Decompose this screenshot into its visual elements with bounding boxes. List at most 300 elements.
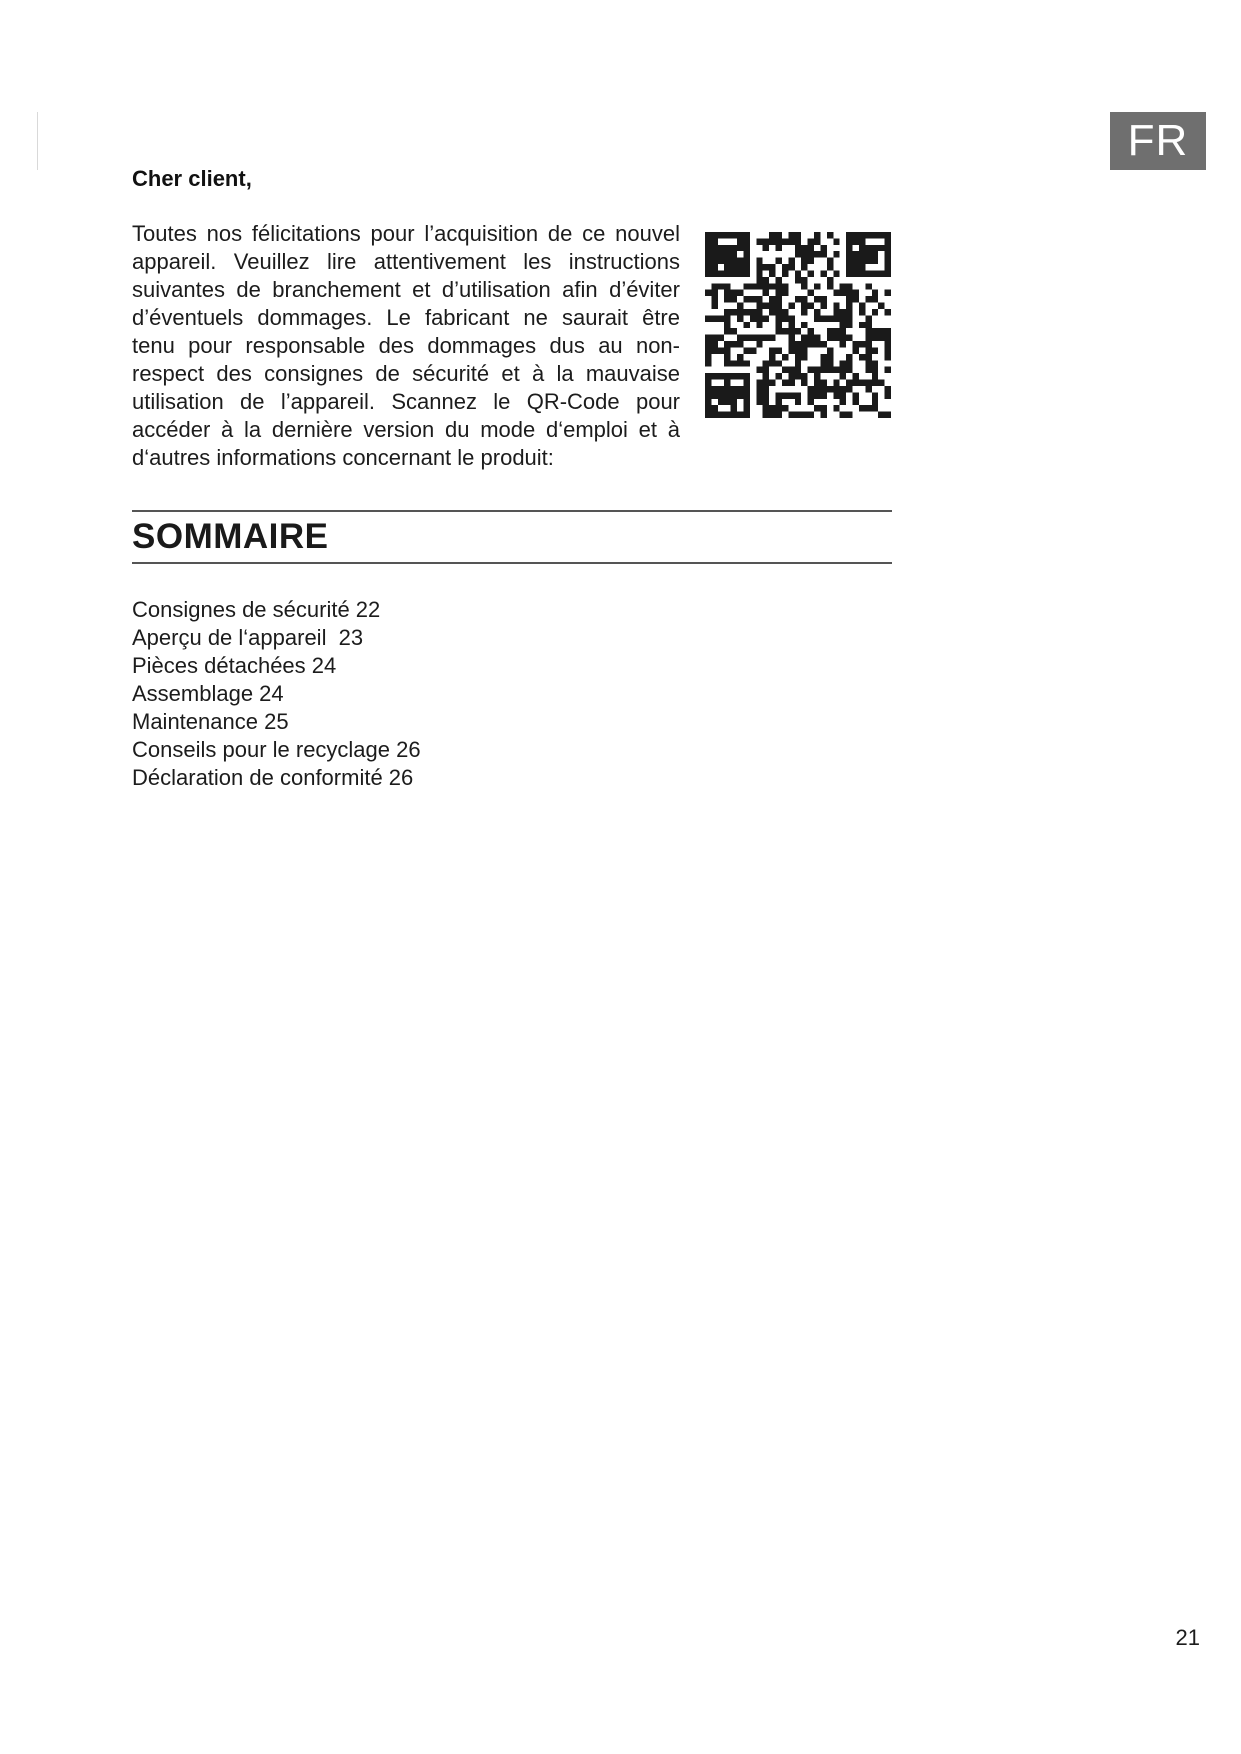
qr-module xyxy=(718,412,724,418)
qr-module xyxy=(801,380,807,386)
qr-module xyxy=(718,347,724,353)
qr-module xyxy=(853,251,859,257)
toc-item[interactable]: Conseils pour le recyclage 26 xyxy=(132,737,421,762)
qr-module xyxy=(705,341,711,347)
qr-module xyxy=(763,290,769,296)
qr-module xyxy=(711,335,717,341)
qr-module xyxy=(846,360,852,366)
qr-module xyxy=(865,283,871,289)
qr-module xyxy=(853,270,859,276)
qr-module xyxy=(808,258,814,264)
qr-module xyxy=(788,315,794,321)
qr-module xyxy=(769,347,775,353)
qr-module xyxy=(820,303,826,309)
qr-module xyxy=(885,341,891,347)
qr-module xyxy=(846,258,852,264)
qr-module xyxy=(814,367,820,373)
qr-module xyxy=(788,232,794,238)
qr-module xyxy=(718,386,724,392)
qr-module xyxy=(743,296,749,302)
qr-module xyxy=(885,245,891,251)
qr-module xyxy=(801,373,807,379)
qr-module xyxy=(814,283,820,289)
qr-module xyxy=(795,238,801,244)
qr-module xyxy=(776,315,782,321)
toc-item[interactable]: Aperçu de l‘appareil 23 xyxy=(132,625,364,650)
qr-module xyxy=(776,238,782,244)
qr-module xyxy=(776,373,782,379)
qr-module xyxy=(833,270,839,276)
qr-module xyxy=(763,412,769,418)
qr-module xyxy=(885,412,891,418)
qr-module xyxy=(743,360,749,366)
qr-module xyxy=(795,232,801,238)
qr-module xyxy=(833,367,839,373)
qr-module xyxy=(705,360,711,366)
qr-module xyxy=(756,380,762,386)
qr-module xyxy=(820,296,826,302)
qr-module xyxy=(885,270,891,276)
qr-module xyxy=(718,258,724,264)
qr-module xyxy=(885,258,891,264)
language-badge: FR xyxy=(1110,112,1206,170)
qr-module xyxy=(776,412,782,418)
qr-module xyxy=(840,315,846,321)
qr-module xyxy=(827,283,833,289)
qr-module xyxy=(840,392,846,398)
qr-module xyxy=(782,328,788,334)
qr-module xyxy=(776,399,782,405)
qr-module xyxy=(705,232,711,238)
qr-module xyxy=(711,290,717,296)
qr-module xyxy=(756,367,762,373)
qr-module xyxy=(705,373,711,379)
table-of-contents xyxy=(132,596,421,792)
qr-module xyxy=(750,309,756,315)
qr-module xyxy=(846,270,852,276)
qr-module xyxy=(814,232,820,238)
qr-module xyxy=(718,283,724,289)
qr-module xyxy=(705,354,711,360)
qr-module xyxy=(878,412,884,418)
qr-module xyxy=(808,290,814,296)
qr-module xyxy=(769,270,775,276)
page-edge-mark xyxy=(37,112,38,170)
qr-module xyxy=(705,251,711,257)
qr-module xyxy=(801,264,807,270)
qr-module xyxy=(788,258,794,264)
page-number: 21 xyxy=(1175,1625,1200,1650)
qr-module xyxy=(724,380,730,386)
qr-module xyxy=(808,392,814,398)
qr-module xyxy=(731,412,737,418)
qr-module xyxy=(846,251,852,257)
qr-module xyxy=(795,412,801,418)
qr-module xyxy=(705,335,711,341)
qr-module xyxy=(743,322,749,328)
qr-module xyxy=(865,347,871,353)
qr-module xyxy=(859,309,865,315)
qr-module xyxy=(853,373,859,379)
qr-module xyxy=(711,315,717,321)
qr-module xyxy=(801,251,807,257)
toc-item[interactable]: Pièces détachées 24 xyxy=(132,653,337,678)
qr-module xyxy=(737,412,743,418)
qr-module xyxy=(827,360,833,366)
qr-module xyxy=(795,251,801,257)
qr-module xyxy=(711,251,717,257)
qr-module xyxy=(763,373,769,379)
qr-module xyxy=(763,399,769,405)
qr-module xyxy=(737,232,743,238)
qr-module xyxy=(840,335,846,341)
qr-module xyxy=(782,405,788,411)
qr-module xyxy=(801,347,807,353)
qr-module xyxy=(776,347,782,353)
qr-module xyxy=(885,354,891,360)
qr-module xyxy=(820,360,826,366)
qr-module xyxy=(776,405,782,411)
qr-module xyxy=(724,360,730,366)
qr-module xyxy=(846,386,852,392)
qr-module xyxy=(782,315,788,321)
qr-module xyxy=(853,258,859,264)
qr-module xyxy=(801,341,807,347)
qr-module xyxy=(814,380,820,386)
qr-module xyxy=(814,315,820,321)
toc-item[interactable]: Assemblage 24 xyxy=(132,681,284,706)
qr-module xyxy=(743,238,749,244)
qr-module xyxy=(795,328,801,334)
qr-module xyxy=(724,251,730,257)
qr-module xyxy=(737,315,743,321)
qr-module xyxy=(833,335,839,341)
qr-module xyxy=(788,328,794,334)
qr-module xyxy=(731,392,737,398)
qr-module xyxy=(878,380,884,386)
qr-module xyxy=(705,245,711,251)
qr-module xyxy=(820,245,826,251)
qr-module xyxy=(724,341,730,347)
qr-module xyxy=(814,309,820,315)
qr-module xyxy=(795,392,801,398)
qr-module xyxy=(756,399,762,405)
qr-module xyxy=(840,386,846,392)
qr-module xyxy=(731,399,737,405)
qr-module xyxy=(865,380,871,386)
qr-module xyxy=(808,238,814,244)
qr-module xyxy=(846,283,852,289)
qr-module xyxy=(885,232,891,238)
qr-module xyxy=(776,392,782,398)
qr-module xyxy=(859,232,865,238)
qr-module xyxy=(718,392,724,398)
qr-module xyxy=(878,245,884,251)
qr-module xyxy=(885,392,891,398)
qr-module xyxy=(827,277,833,283)
qr-module xyxy=(885,264,891,270)
toc-item[interactable]: Déclaration de conformité 26 xyxy=(132,765,414,790)
qr-module xyxy=(718,373,724,379)
qr-module xyxy=(846,335,852,341)
qr-module xyxy=(814,251,820,257)
qr-module xyxy=(814,373,820,379)
qr-module xyxy=(840,360,846,366)
qr-module xyxy=(705,405,711,411)
qr-module xyxy=(731,290,737,296)
qr-module xyxy=(840,283,846,289)
qr-module xyxy=(711,283,717,289)
qr-module xyxy=(840,290,846,296)
qr-module xyxy=(878,270,884,276)
qr-module xyxy=(705,264,711,270)
qr-module xyxy=(756,270,762,276)
qr-module xyxy=(750,283,756,289)
qr-module xyxy=(705,392,711,398)
qr-module xyxy=(718,232,724,238)
qr-module xyxy=(833,405,839,411)
qr-module xyxy=(776,303,782,309)
qr-module xyxy=(705,238,711,244)
qr-module xyxy=(763,405,769,411)
qr-module xyxy=(724,290,730,296)
qr-module xyxy=(782,264,788,270)
qr-module xyxy=(763,360,769,366)
qr-module xyxy=(743,264,749,270)
qr-module xyxy=(885,309,891,315)
qr-module xyxy=(872,290,878,296)
qr-module xyxy=(776,277,782,283)
qr-module xyxy=(724,386,730,392)
qr-module xyxy=(872,405,878,411)
qr-module xyxy=(782,290,788,296)
qr-module xyxy=(827,315,833,321)
qr-module xyxy=(808,386,814,392)
qr-module xyxy=(711,270,717,276)
qr-module xyxy=(724,264,730,270)
qr-module xyxy=(795,360,801,366)
qr-module xyxy=(711,386,717,392)
qr-module xyxy=(711,264,717,270)
qr-module xyxy=(865,328,871,334)
qr-module xyxy=(872,367,878,373)
qr-module xyxy=(820,270,826,276)
qr-module xyxy=(737,309,743,315)
qr-module xyxy=(846,322,852,328)
qr-module xyxy=(853,232,859,238)
qr-module xyxy=(872,347,878,353)
greeting: Cher client, xyxy=(132,166,252,191)
qr-module xyxy=(820,251,826,257)
qr-module xyxy=(795,399,801,405)
qr-module xyxy=(872,232,878,238)
qr-module xyxy=(743,399,749,405)
qr-module xyxy=(885,386,891,392)
qr-module xyxy=(724,315,730,321)
qr-module xyxy=(795,373,801,379)
qr-module xyxy=(801,412,807,418)
qr-module xyxy=(724,283,730,289)
qr-module xyxy=(769,303,775,309)
qr-module xyxy=(737,341,743,347)
section-rule-top xyxy=(132,510,892,512)
qr-module xyxy=(795,367,801,373)
qr-module xyxy=(705,412,711,418)
qr-module xyxy=(731,386,737,392)
qr-module xyxy=(724,392,730,398)
qr-module xyxy=(731,373,737,379)
qr-module xyxy=(782,367,788,373)
qr-module xyxy=(808,328,814,334)
qr-module xyxy=(782,354,788,360)
qr-module xyxy=(711,296,717,302)
qr-module xyxy=(756,335,762,341)
qr-module xyxy=(878,232,884,238)
qr-module xyxy=(872,245,878,251)
qr-module xyxy=(846,315,852,321)
qr-module xyxy=(782,238,788,244)
qr-module xyxy=(808,412,814,418)
qr-module xyxy=(872,258,878,264)
qr-module xyxy=(801,296,807,302)
qr-module xyxy=(743,245,749,251)
qr-module xyxy=(865,405,871,411)
qr-module xyxy=(731,309,737,315)
qr-module xyxy=(820,354,826,360)
qr-module xyxy=(808,303,814,309)
qr-module xyxy=(833,309,839,315)
qr-module xyxy=(776,232,782,238)
qr-module xyxy=(743,283,749,289)
qr-module xyxy=(737,264,743,270)
qr-module xyxy=(814,341,820,347)
qr-module xyxy=(865,258,871,264)
qr-module xyxy=(865,251,871,257)
qr-module xyxy=(718,270,724,276)
toc-item[interactable]: Consignes de sécurité 22 xyxy=(132,597,381,622)
qr-module xyxy=(885,347,891,353)
qr-module xyxy=(711,373,717,379)
qr-module xyxy=(776,290,782,296)
qr-module xyxy=(737,386,743,392)
qr-module xyxy=(840,399,846,405)
qr-module xyxy=(827,386,833,392)
qr-module xyxy=(808,367,814,373)
qr-module xyxy=(846,296,852,302)
qr-module xyxy=(731,360,737,366)
qr-module xyxy=(756,392,762,398)
qr-module xyxy=(814,238,820,244)
qr-module xyxy=(750,315,756,321)
qr-module xyxy=(724,296,730,302)
qr-module xyxy=(763,264,769,270)
qr-module xyxy=(769,335,775,341)
qr-module xyxy=(718,245,724,251)
qr-module xyxy=(737,360,743,366)
qr-module xyxy=(756,277,762,283)
qr-module xyxy=(872,399,878,405)
qr-module xyxy=(782,309,788,315)
qr-module xyxy=(731,341,737,347)
qr-module xyxy=(743,380,749,386)
section-rule-bottom xyxy=(132,562,892,564)
qr-module xyxy=(788,380,794,386)
qr-module xyxy=(885,367,891,373)
qr-module xyxy=(865,315,871,321)
qr-module xyxy=(820,386,826,392)
qr-module xyxy=(711,347,717,353)
qr-module xyxy=(705,258,711,264)
qr-module xyxy=(872,296,878,302)
toc-item[interactable]: Maintenance 25 xyxy=(132,709,289,734)
qr-module xyxy=(853,341,859,347)
qr-module xyxy=(763,392,769,398)
qr-module xyxy=(756,386,762,392)
qr-module xyxy=(885,328,891,334)
qr-module xyxy=(731,270,737,276)
qr-module xyxy=(711,303,717,309)
qr-module xyxy=(872,335,878,341)
qr-module xyxy=(788,238,794,244)
contents-title: SOMMAIRE xyxy=(132,517,329,556)
qr-module xyxy=(705,386,711,392)
qr-module xyxy=(724,412,730,418)
qr-module xyxy=(859,270,865,276)
qr-module xyxy=(820,341,826,347)
qr-module xyxy=(731,245,737,251)
qr-module xyxy=(743,392,749,398)
qr-module xyxy=(705,347,711,353)
qr-module xyxy=(846,264,852,270)
qr-module xyxy=(711,245,717,251)
qr-module xyxy=(788,341,794,347)
qr-module xyxy=(808,341,814,347)
qr-module xyxy=(859,341,865,347)
qr-module xyxy=(801,277,807,283)
qr-module xyxy=(731,258,737,264)
qr-module xyxy=(827,264,833,270)
intro-paragraph: Toutes nos félicitations pour l’acquisition de ce nouvel appareil. Veuillez lire attentivement les instructions suivantes de branchement et d’utilisation afin d’éviter d’éventuels dommages. Le fabricant ne saurait être tenu pour responsable des dommages dus au non-respect des consignes de sécurité et à la mauvaise utilisation de l’appareil. Scannez le QR-Code pour accéder à la dernière version du mode d‘emploi et à d‘autres informations concernant le produit: xyxy=(132,221,680,470)
qr-module xyxy=(737,290,743,296)
qr-module xyxy=(711,238,717,244)
qr-module xyxy=(731,405,737,411)
qr-module xyxy=(859,303,865,309)
qr-module xyxy=(872,380,878,386)
qr-module xyxy=(820,367,826,373)
qr-module xyxy=(859,251,865,257)
qr-module xyxy=(788,347,794,353)
qr-module xyxy=(769,354,775,360)
qr-module xyxy=(724,373,730,379)
qr-module xyxy=(833,290,839,296)
qr-module xyxy=(743,347,749,353)
qr-module xyxy=(737,335,743,341)
qr-module xyxy=(756,309,762,315)
qr-module xyxy=(731,232,737,238)
qr-code-icon[interactable] xyxy=(705,232,891,418)
qr-module xyxy=(705,290,711,296)
qr-module xyxy=(865,360,871,366)
qr-module xyxy=(769,264,775,270)
qr-module xyxy=(814,335,820,341)
qr-module xyxy=(776,296,782,302)
qr-module xyxy=(833,328,839,334)
qr-module xyxy=(776,258,782,264)
qr-module xyxy=(711,412,717,418)
qr-module xyxy=(711,258,717,264)
qr-module xyxy=(885,290,891,296)
qr-module xyxy=(763,283,769,289)
